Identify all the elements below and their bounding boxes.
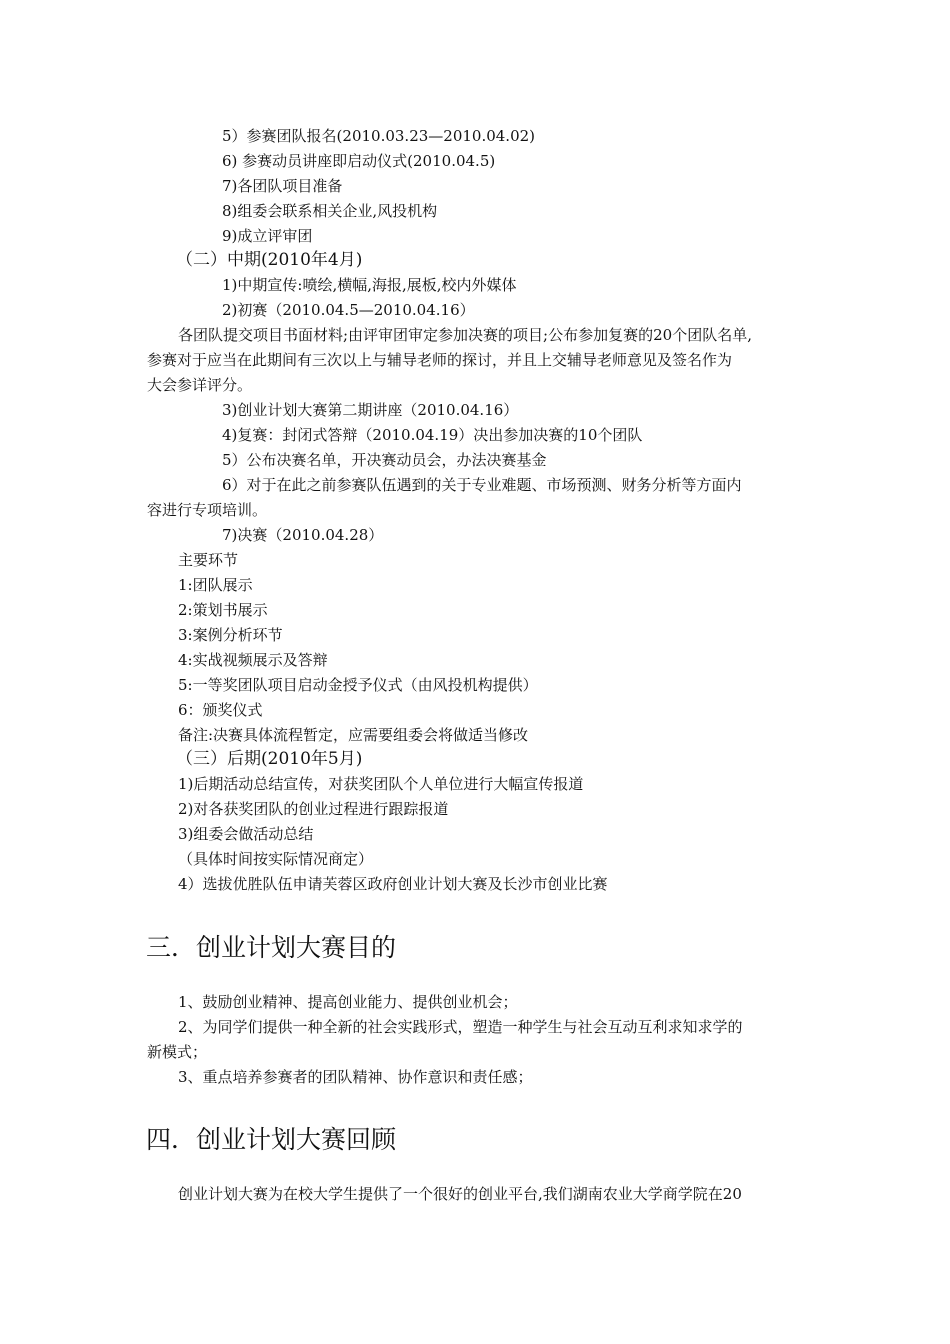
section-4-paragraph: 创业计划大赛为在校大学生提供了一个很好的创业平台,我们湖南农业大学商学院在20 <box>178 1185 742 1203</box>
mid-item-1: 1)中期宣传:喷绘,横幅,海报,展板,校内外媒体 <box>222 276 517 294</box>
mid-paragraph-line-2: 参赛对于应当在此期间有三次以上与辅导老师的探讨，并且上交辅导老师意见及签名作为 <box>147 351 733 369</box>
section-3-point-2: 2、为同学们提供一种全新的社会实践形式，塑造一种学生与社会互动互利求知求学的 <box>178 1018 743 1036</box>
mid-item-4: 4)复赛：封闭式答辩（2010.04.19）决出参加决赛的10个团队 <box>222 426 643 444</box>
mid-item-2: 2)初赛（2010.04.5—2010.04.16） <box>222 301 475 319</box>
late-item-2: 2)对各获奖团队的创业过程进行跟踪报道 <box>178 800 449 818</box>
mid-item-3: 3)创业计划大赛第二期讲座（2010.04.16） <box>222 401 519 419</box>
early-item-5: 5）参赛团队报名(2010.03.23—2010.04.02) <box>222 127 536 145</box>
step-2: 2:策划书展示 <box>178 601 268 619</box>
late-phase-heading: （三）后期(2010年5月) <box>176 749 363 769</box>
mid-paragraph-line-3: 大会参详评分。 <box>147 376 253 394</box>
late-item-1: 1)后期活动总结宣传，对获奖团队个人单位进行大幅宣传报道 <box>178 775 584 793</box>
mid-phase-heading: （二）中期(2010年4月) <box>176 250 363 270</box>
section-3-point-2-cont: 新模式； <box>147 1043 208 1061</box>
section-3-heading: 三．创业计划大赛目的 <box>146 933 397 962</box>
early-item-8: 8)组委会联系相关企业,风投机构 <box>222 202 438 220</box>
early-item-7: 7)各团队项目准备 <box>222 177 343 195</box>
mid-item-7: 7)决赛（2010.04.28） <box>222 526 384 544</box>
step-3: 3:案例分析环节 <box>178 626 283 644</box>
mid-item-5: 5）公布决赛名单，开决赛动员会，办法决赛基金 <box>222 451 547 469</box>
final-note: 备注:决赛具体流程暂定，应需要组委会将做适当修改 <box>178 726 529 744</box>
section-3-point-1: 1、鼓励创业精神、提高创业能力、提供创业机会； <box>178 993 518 1011</box>
mid-item-6: 6）对于在此之前参赛队伍遇到的关于专业难题、市场预测、财务分析等方面内 <box>222 476 742 494</box>
steps-title: 主要环节 <box>178 551 239 569</box>
mid-item-6-cont: 容进行专项培训。 <box>147 501 268 519</box>
step-5: 5:一等奖团队项目启动金授予仪式（由风投机构提供） <box>178 676 538 694</box>
early-item-6: 6) 参赛动员讲座即启动仪式(2010.04.5) <box>222 152 496 170</box>
late-note: （具体时间按实际情况商定） <box>178 850 374 868</box>
section-3-point-3: 3、重点培养参赛者的团队精神、协作意识和责任感； <box>178 1068 533 1086</box>
step-4: 4:实战视频展示及答辩 <box>178 651 328 669</box>
step-6: 6：颁奖仪式 <box>178 701 263 719</box>
section-4-heading: 四．创业计划大赛回顾 <box>146 1125 397 1154</box>
step-1: 1:团队展示 <box>178 576 253 594</box>
late-item-4: 4）选拔优胜队伍申请芙蓉区政府创业计划大赛及长沙市创业比赛 <box>178 875 608 893</box>
mid-paragraph-line-1: 各团队提交项目书面材料;由评审团审定参加决赛的项目;公布参加复赛的20个团队名单, <box>178 326 752 344</box>
late-item-3: 3)组委会做活动总结 <box>178 825 314 843</box>
early-item-9: 9)成立评审团 <box>222 227 313 245</box>
